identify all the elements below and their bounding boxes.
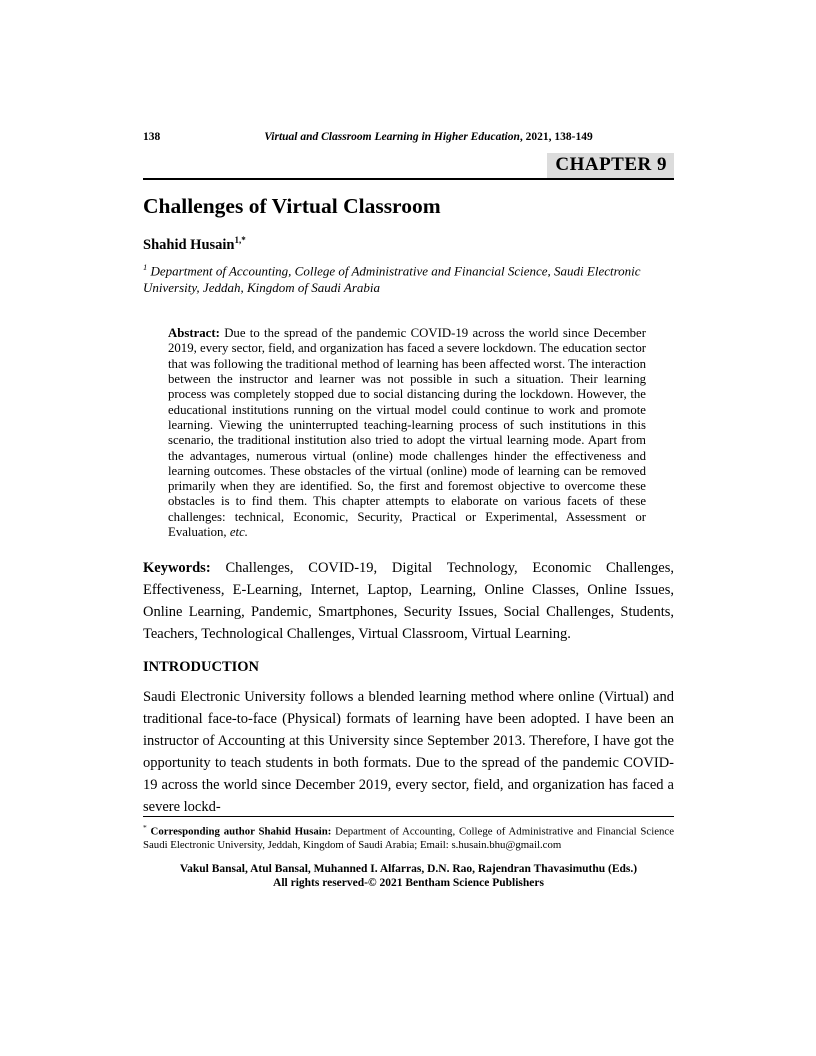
author-name: Shahid Husain (143, 236, 235, 253)
author-line (143, 232, 674, 254)
page-number: 138 (143, 131, 161, 143)
affiliation (143, 259, 674, 296)
abstract-text: Due to the spread of the pandemic COVID-19 across the world since December 2019, every sector, field, and organization has faced a severe lockdown. The education sector that was following the traditional method of learning has been affected worst. The interaction between the instructor and learner was not possible in such a situation. Their learning process was completely stopped due to social distancing during the lockdown. However, the educational institutions running on the virtual model could continue to work and promote learning. Viewing the uninterrupted teaching-learning process of such institutions in this scenario, the traditional institution also tried to adopt the virtual learning mode. Apart from the advantages, numerous virtual (online) mode challenges hinder the effectiveness and learning outcomes. These obstacles of the virtual (online) mode of learning can be removed primarily when they are identified. So, the first and foremost objective to overcome these obstacles is to find them. This chapter attempts to elaborate on various facets of these challenges: technical, Economic, Security, Practical or Experimental, Assessment or Evaluation, (168, 326, 646, 540)
page-footer (143, 862, 674, 890)
corresponding-author-footnote (143, 821, 674, 853)
abstract-label: Abstract: (168, 326, 220, 341)
page-content (143, 130, 674, 818)
footnote-text: Department of Accounting, College of Administrative and Financial Science Saudi Electronic University, Jeddah, Kingdom of Saudi Arabia; Email: s.husain.bhu@gmail.com (143, 825, 674, 852)
footnote-marker: * (143, 823, 147, 832)
keywords-text: Challenges, COVID-19, Digital Technology, Economic Challenges, Effectiveness, E-Learning, Internet, Laptop, Learning, Online Classes, Online Issues, Online Learning, Pandemic, Smartphones, Security Issues, Social Challenges, Students, Teachers, Technological Challenges, Virtual Classroom, Virtual Learning. (143, 560, 675, 643)
keywords-label: Keywords: (143, 560, 211, 577)
introduction-heading: INTRODUCTION (143, 659, 260, 676)
footnote-separator (143, 816, 674, 817)
introduction-paragraph: Saudi Electronic University follows a blended learning method where online (Virtual) and traditional face-to-face (Physical) formats of learning have been adopted. I have been an instructor of Accounting at this University since September 2013. Therefore, I have got the opportunity to teach students in both formats. Due to the spread of the pandemic COVID-19 across the world since December 2019, every sector, field, and organization has faced a severe lockd- (143, 689, 674, 816)
editors-line: Vakul Bansal, Atul Bansal, Muhanned I. Alfarras, D.N. Rao, Rajendran Thavasimuthu (Eds.) (179, 862, 638, 875)
footnote-zone (143, 816, 674, 890)
running-title-suffix: , 2021, 138-149 (519, 131, 593, 143)
chapter-title: Challenges of Virtual Classroom (143, 194, 441, 218)
chapter-label: CHAPTER 9 (547, 153, 674, 178)
footnote-bold-label: Corresponding author Shahid Husain: (150, 825, 332, 838)
running-title (203, 130, 654, 144)
affiliation-marker: 1 (143, 261, 148, 272)
rights-line: All rights reserved-© 2021 Bentham Science Publishers (273, 876, 544, 889)
keywords-paragraph (143, 557, 674, 645)
author-superscript: 1,* (234, 235, 246, 245)
abstract-etc: etc. (229, 525, 248, 540)
affiliation-text: Department of Accounting, College of Administrative and Financial Science, Saudi Electronic University, Jeddah, Kingdom of Saudi Arabia (143, 263, 641, 296)
running-title-italic: Virtual and Classroom Learning in Higher Education (264, 131, 520, 143)
chapter-banner-row (143, 153, 674, 180)
abstract-paragraph (168, 326, 646, 540)
page-header (143, 130, 674, 144)
